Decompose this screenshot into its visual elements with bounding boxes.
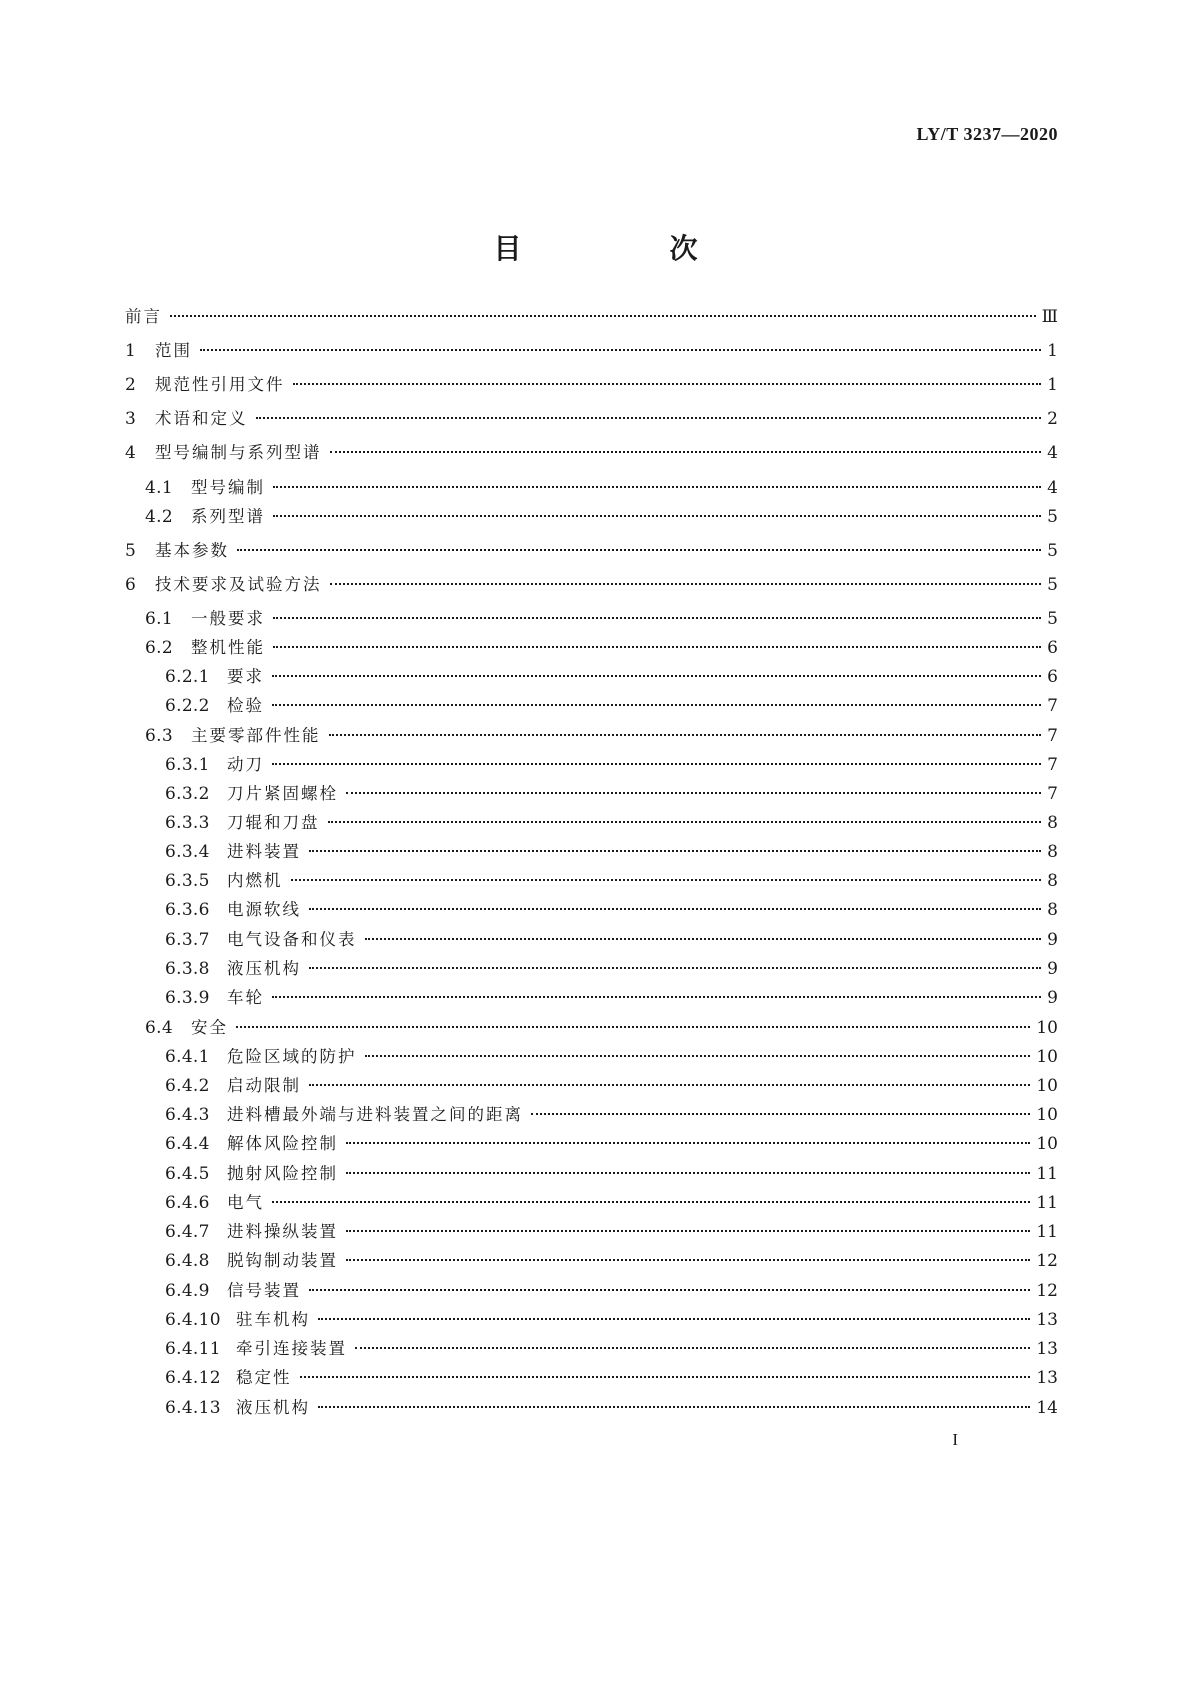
toc-entry-page: 5 [1047,541,1058,561]
toc-entry[interactable] [165,1104,1058,1126]
toc-entry-title: 范围 [155,341,192,360]
toc-entry-number: 6.2 [145,638,173,658]
toc-entry-title: 电气 [227,1193,264,1212]
toc-entry[interactable] [145,725,1058,747]
toc-entry-title: 刀片紧固螺栓 [227,784,338,803]
dot-leader [328,821,1042,823]
toc-entry-number: 2 [125,375,137,395]
toc-entry[interactable] [145,1017,1058,1039]
toc-entry[interactable] [165,695,1058,717]
toc-entry[interactable] [165,1221,1058,1243]
toc-entry[interactable] [165,1163,1058,1185]
toc-entry-title: 内燃机 [227,871,283,890]
toc-entry-page: 13 [1036,1339,1058,1359]
toc-entry-number: 4 [125,443,137,463]
dot-leader [236,1026,1030,1028]
toc-entry[interactable] [165,1250,1058,1272]
document-code: LY/T 3237—2020 [916,124,1058,144]
toc-entry-title: 解体风险控制 [227,1134,338,1153]
toc-entry-title: 动刀 [227,755,264,774]
toc-entry[interactable] [165,841,1058,863]
dot-leader [318,1318,1030,1320]
dot-leader [273,515,1041,517]
dot-leader [256,417,1042,419]
dot-leader [355,1347,1030,1349]
toc-entry-title: 进料操纵装置 [227,1222,338,1241]
toc-entry-number: 1 [125,341,137,361]
toc-entry-page: 10 [1036,1076,1058,1096]
toc-entry[interactable] [165,1192,1058,1214]
dot-leader [309,850,1041,852]
toc-entry-page: 7 [1047,755,1058,775]
toc-entry-page: 1 [1047,341,1058,361]
toc-entry-title: 信号装置 [227,1281,301,1300]
toc-entry-title: 安全 [191,1018,228,1037]
toc-entry-title: 驻车机构 [236,1310,310,1329]
toc-entry-number: 6.3.2 [165,784,210,804]
toc-entry-page: 5 [1047,575,1058,595]
toc-entry-number: 4.2 [145,507,173,527]
toc-entry-page: 10 [1036,1134,1058,1154]
toc-entry-title: 术语和定义 [155,409,248,428]
toc-entry-title: 车轮 [227,988,264,1007]
toc-entry-number: 6.3.8 [165,959,210,979]
toc-entry-page: Ⅲ [1041,307,1058,327]
toc-entry-number: 6.4.9 [165,1281,210,1301]
dot-leader [273,486,1041,488]
toc-entry-page: 14 [1036,1398,1058,1418]
toc-entry-number: 6.3.3 [165,813,210,833]
toc-entry-number: 6 [125,575,137,595]
toc-entry-title: 一般要求 [191,609,265,628]
toc-entry-number: 6.4.7 [165,1222,210,1242]
toc-entry[interactable] [165,899,1058,921]
toc-entry[interactable] [145,608,1058,630]
toc-entry[interactable] [165,870,1058,892]
toc-title: 目 次 [493,232,758,265]
toc-entry-number: 4.1 [145,478,173,498]
toc-entry[interactable] [165,783,1058,805]
dot-leader [346,1259,1030,1261]
toc-entry[interactable] [165,1338,1058,1360]
toc-entry-number: 6.4.5 [165,1164,210,1184]
toc-entry-page: 11 [1036,1164,1058,1184]
toc-entry-title: 牵引连接装置 [236,1339,347,1358]
toc-entry-page: 11 [1036,1193,1058,1213]
toc-entry[interactable] [165,1046,1058,1068]
toc-entry-number: 6.4.10 [165,1310,221,1330]
toc-entry-title: 规范性引用文件 [155,375,285,394]
toc-entry-page: 6 [1047,667,1058,687]
toc-entry-page: 10 [1036,1105,1058,1125]
toc-entry-title: 整机性能 [191,638,265,657]
toc-entry[interactable] [165,958,1058,980]
dot-leader [237,549,1041,551]
toc-entry-number: 6.2.1 [165,667,210,687]
toc-entry[interactable] [165,666,1058,688]
toc-entry-title: 液压机构 [236,1398,310,1417]
dot-leader [293,383,1042,385]
dot-leader [309,908,1041,910]
toc-entry-number: 6.4.1 [165,1047,210,1067]
toc-entry-number: 6.4.12 [165,1368,221,1388]
toc-entry-page: 10 [1036,1018,1058,1038]
toc-entry-number: 6.4.2 [165,1076,210,1096]
dot-leader [330,583,1042,585]
toc-entry[interactable] [145,637,1058,659]
toc-entry-number: 6.3 [145,726,173,746]
dot-leader [200,349,1041,351]
toc-entry-number: 6.4 [145,1018,173,1038]
toc-entry-number: 6.3.7 [165,930,210,950]
toc-entry[interactable] [165,1367,1058,1389]
toc-entry-title: 刀辊和刀盘 [227,813,320,832]
toc-entry[interactable] [165,1133,1058,1155]
toc-entry-page: 1 [1047,375,1058,395]
toc-entry-page: 13 [1036,1368,1058,1388]
dot-leader [365,1055,1031,1057]
toc-entry-page: 9 [1047,930,1058,950]
toc-entry[interactable] [125,540,1058,562]
toc-entry-number: 5 [125,541,137,561]
toc-entry-page: 8 [1047,900,1058,920]
toc-entry-number: 6.3.5 [165,871,210,891]
toc-entry-number: 6.3.4 [165,842,210,862]
toc-entry-title: 抛射风险控制 [227,1164,338,1183]
dot-leader [309,967,1041,969]
toc-entry[interactable] [125,340,1058,362]
toc-entry-page: 12 [1036,1281,1058,1301]
toc-entry[interactable] [165,929,1058,951]
toc-entry-page: 8 [1047,842,1058,862]
toc-entry[interactable] [125,374,1058,396]
dot-leader [330,451,1042,453]
toc-entry-number: 6.4.3 [165,1105,210,1125]
toc-entry-page: 9 [1047,988,1058,1008]
toc-entry-title: 进料装置 [227,842,301,861]
dot-leader [365,938,1042,940]
toc-entry-title: 进料槽最外端与进料装置之间的距离 [227,1105,523,1124]
toc-entry-number: 6.4.13 [165,1398,221,1418]
dot-leader [272,763,1041,765]
toc-entry-title: 启动限制 [227,1076,301,1095]
toc-entry-title: 危险区域的防护 [227,1047,357,1066]
dot-leader [346,792,1041,794]
toc-entry-number: 6.4.8 [165,1251,210,1271]
dot-leader [329,734,1042,736]
dot-leader [531,1113,1030,1115]
toc-entry-page: 2 [1047,409,1058,429]
toc-entry-page: 4 [1047,443,1058,463]
toc-entry-title: 技术要求及试验方法 [155,575,322,594]
toc-entry-title: 系列型谱 [191,507,265,526]
toc-entry-title: 主要零部件性能 [191,726,321,745]
toc-entry[interactable] [165,1075,1058,1097]
toc-entry[interactable] [125,574,1058,596]
toc-entry-page: 12 [1036,1251,1058,1271]
toc-entry[interactable] [125,306,1058,328]
toc-entry-page: 11 [1036,1222,1058,1242]
toc-entry-title: 型号编制与系列型谱 [155,443,322,462]
toc-entry-number: 6.3.9 [165,988,210,1008]
toc-entry-title: 前言 [125,307,162,326]
toc-entry-title: 脱钩制动装置 [227,1251,338,1270]
toc-entry[interactable] [165,812,1058,834]
toc-entry[interactable] [125,408,1058,430]
dot-leader [346,1172,1030,1174]
toc-entry-title: 要求 [227,667,264,686]
toc-entry-page: 7 [1047,726,1058,746]
toc-entry-number: 6.4.11 [165,1339,221,1359]
toc-entry-number: 6.2.2 [165,696,210,716]
toc-entry[interactable] [145,477,1058,499]
toc-entry[interactable] [125,442,1058,464]
toc-entry-page: 4 [1047,478,1058,498]
dot-leader [272,996,1041,998]
toc-entry[interactable] [165,987,1058,1009]
toc-entry[interactable] [165,1280,1058,1302]
dot-leader [346,1230,1030,1232]
toc-entry-page: 7 [1047,784,1058,804]
toc-entry-title: 液压机构 [227,959,301,978]
toc-entry[interactable] [145,506,1058,528]
toc-entry-title: 稳定性 [236,1368,292,1387]
toc-entry-page: 7 [1047,696,1058,716]
dot-leader [309,1084,1030,1086]
toc-entry-page: 9 [1047,959,1058,979]
dot-leader [309,1289,1030,1291]
toc-entry-page: 8 [1047,813,1058,833]
toc-entry-page: 13 [1036,1310,1058,1330]
toc-entry[interactable] [165,1309,1058,1331]
toc-entry-number: 6.3.1 [165,755,210,775]
toc-entry-number: 6.3.6 [165,900,210,920]
dot-leader [272,675,1041,677]
toc-entry-title: 电气设备和仪表 [227,930,357,949]
toc-entry-number: 6.4.4 [165,1134,210,1154]
dot-leader [346,1142,1030,1144]
toc-entry-number: 6.4.6 [165,1193,210,1213]
toc-entry-title: 检验 [227,696,264,715]
toc-entry-page: 5 [1047,507,1058,527]
dot-leader [300,1376,1031,1378]
toc-entry[interactable] [165,1397,1058,1419]
toc-entry-page: 8 [1047,871,1058,891]
dot-leader [318,1406,1030,1408]
toc-entry-page: 6 [1047,638,1058,658]
dot-leader [273,617,1041,619]
toc-entry-number: 3 [125,409,137,429]
dot-leader [273,646,1041,648]
dot-leader [291,879,1042,881]
dot-leader [272,704,1041,706]
page-number: I [952,1430,958,1449]
toc-entry-title: 电源软线 [227,900,301,919]
toc-entry-page: 10 [1036,1047,1058,1067]
toc-entry-page: 5 [1047,609,1058,629]
toc-entry-title: 基本参数 [155,541,229,560]
toc-entry-number: 6.1 [145,609,173,629]
toc-entry-title: 型号编制 [191,478,265,497]
dot-leader [170,315,1036,317]
dot-leader [272,1201,1030,1203]
toc-entry[interactable] [165,754,1058,776]
